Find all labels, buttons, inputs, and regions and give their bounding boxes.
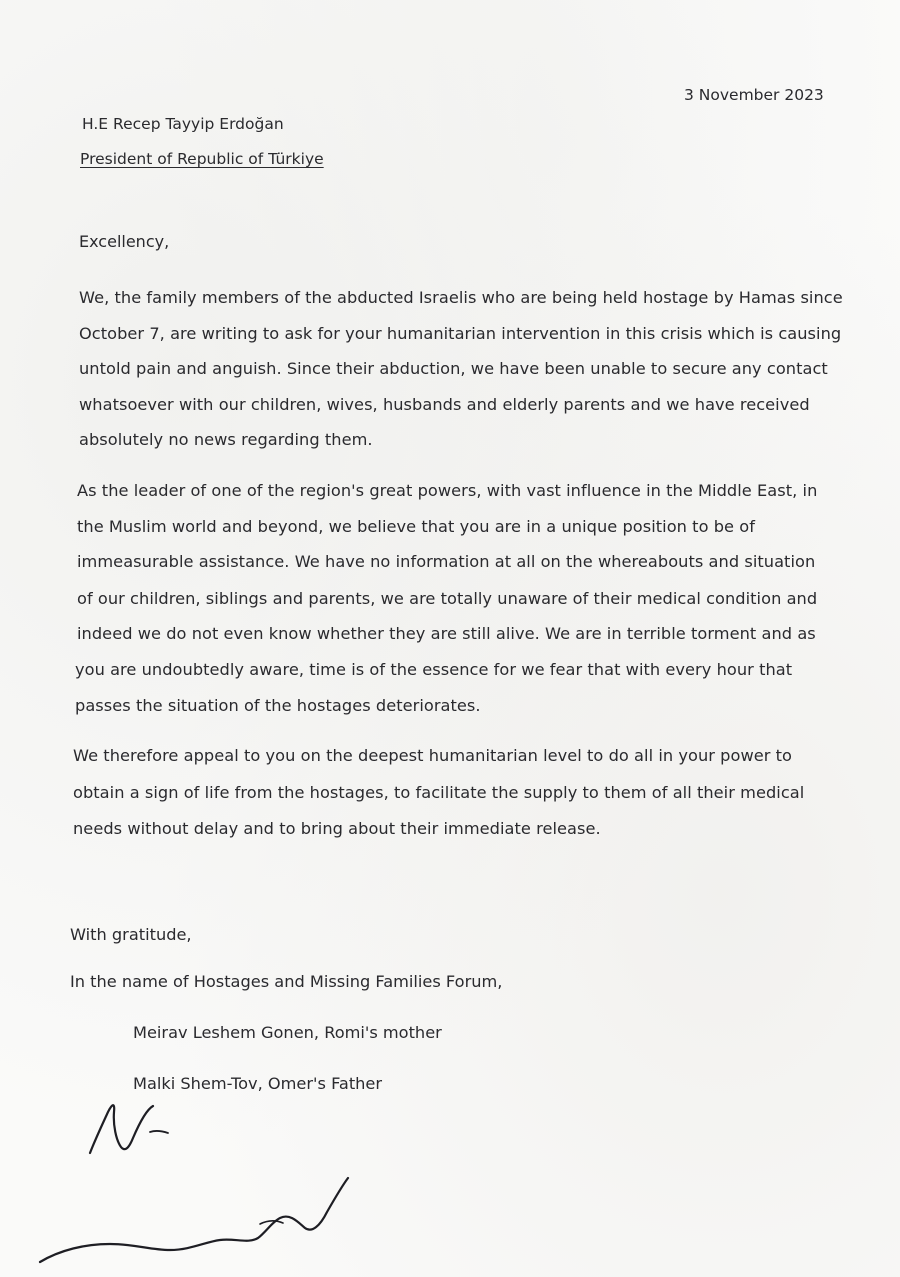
paragraph-line: As the leader of one of the region's great powers, with vast influence in the Middle East, in — [77, 481, 818, 500]
paragraph-line: of our children, siblings and parents, we are totally unaware of their medical condition and — [77, 589, 818, 608]
salutation: Excellency, — [79, 232, 170, 251]
paragraph-line: absolutely no news regarding them. — [79, 430, 373, 449]
paragraph-line: untold pain and anguish. Since their abduction, we have been unable to secure any contact — [79, 359, 828, 378]
paragraph-line: you are undoubtedly aware, time is of the essence for we fear that with every hour that — [75, 660, 793, 679]
paragraph-line: whatsoever with our children, wives, husbands and elderly parents and we have received — [79, 395, 810, 414]
paragraph-line: We therefore appeal to you on the deepest humanitarian level to do all in your power to — [73, 746, 792, 765]
recipient-title: President of Republic of Türkiye — [80, 150, 324, 168]
recipient-name: H.E Recep Tayyip Erdoğan — [82, 115, 284, 133]
paragraph-line: obtain a sign of life from the hostages, to facilitate the supply to them of all their medical — [73, 783, 805, 802]
paragraph-line: immeasurable assistance. We have no information at all on the whereabouts and situation — [77, 552, 816, 571]
signature-2 — [40, 1178, 348, 1262]
closing: With gratitude, — [70, 925, 192, 944]
paragraph-line: passes the situation of the hostages deteriorates. — [75, 696, 481, 715]
paragraph-line: indeed we do not even know whether they are still alive. We are in terrible torment and as — [77, 624, 816, 643]
paragraph-line: We, the family members of the abducted Israelis who are being held hostage by Hamas since — [79, 288, 843, 307]
signature-1 — [90, 1105, 153, 1153]
on-behalf-line: In the name of Hostages and Missing Families Forum, — [70, 972, 503, 991]
paragraph-line: the Muslim world and beyond, we believe that you are in a unique position to be of — [77, 517, 755, 536]
paragraph-line: October 7, are writing to ask for your humanitarian intervention in this crisis which is causing — [79, 324, 842, 343]
signature-1-mark — [150, 1131, 168, 1133]
letter-date: 3 November 2023 — [684, 86, 824, 104]
signatory-1: Meirav Leshem Gonen, Romi's mother — [133, 1023, 442, 1042]
paragraph-line: needs without delay and to bring about their immediate release. — [73, 819, 601, 838]
signatory-2: Malki Shem-Tov, Omer's Father — [133, 1074, 383, 1093]
